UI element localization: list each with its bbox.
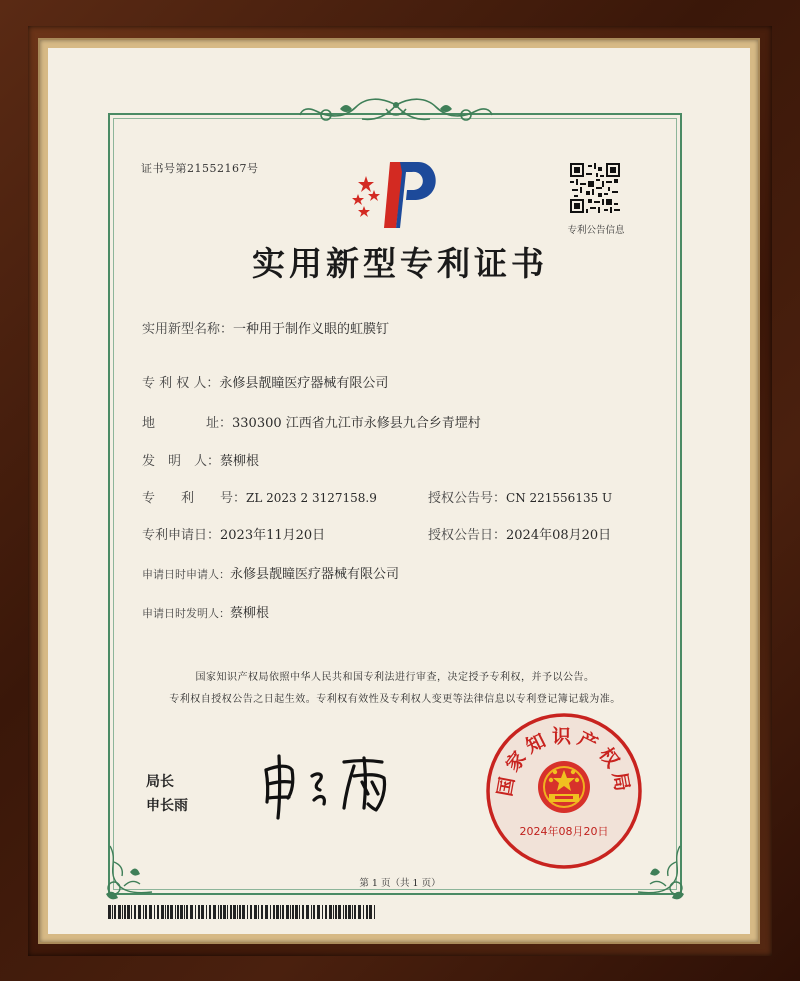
- grant-publication-number-value: CN 221556135 U: [506, 491, 613, 505]
- grant-date-row: [428, 524, 611, 543]
- cnipa-logo-icon: [344, 158, 448, 236]
- page-number: 第 1 页（共 1 页）: [359, 878, 441, 889]
- applicant-at-filing-label: 申请日时申请人：: [142, 568, 230, 581]
- patentee-label: 专 利 权 人：: [142, 376, 220, 391]
- grant-date-value: 2024年08月20日: [506, 528, 612, 543]
- corner-ornament-bottom-left-icon: [100, 842, 160, 904]
- statement-line-1: 国家知识产权局依照中华人民共和国专利法进行审查，决定授予专利权，并予以公告。: [195, 672, 595, 683]
- address-row: [142, 412, 481, 431]
- patent-number-label: 专 利 号：: [142, 491, 247, 506]
- grant-date-label: 授权公告日：: [428, 528, 507, 543]
- certificate-number: 证书号第21552167号: [141, 162, 259, 175]
- filing-date-row: [142, 524, 325, 543]
- utility-model-name-row: [142, 318, 389, 337]
- inventor-row: [142, 450, 259, 469]
- applicant-at-filing-value: 永修县靓瞳医疗器械有限公司: [230, 567, 400, 582]
- patent-number-value: ZL 2023 2 3127158.9: [246, 491, 377, 505]
- filing-date-value: 2023年11月20日: [220, 528, 326, 543]
- inventor-at-filing-row: [142, 602, 269, 621]
- inventor-value: 蔡柳根: [220, 454, 260, 469]
- address-label-2: 址：: [206, 416, 233, 431]
- applicant-at-filing-row: [142, 563, 399, 582]
- filing-date-label: 专利申请日：: [142, 528, 221, 543]
- director-name: 申长雨: [146, 798, 188, 814]
- patentee-row: [142, 372, 388, 391]
- qr-label: 专利公告信息: [567, 225, 625, 236]
- inventor-at-filing-label: 申请日时发明人：: [142, 607, 230, 620]
- inventor-at-filing-value: 蔡柳根: [230, 606, 270, 621]
- director-title: 局长: [146, 774, 174, 790]
- patent-number-row: [142, 487, 377, 506]
- certificate-title: 实用新型专利证书: [252, 244, 548, 283]
- barcode-icon: [108, 905, 378, 919]
- director-signature-icon: [258, 748, 408, 823]
- grant-publication-number-label: 授权公告号：: [428, 491, 507, 506]
- utility-model-name-value: 一种用于制作义眼的虹膜钉: [233, 322, 390, 337]
- address-label-1: 地: [142, 416, 156, 431]
- top-ornament-icon: [296, 95, 496, 135]
- statement-line-2: 专利权自授权公告之日起生效。专利权有效性及专利权人变更等法律信息以专利登记簿记载为准。: [169, 694, 621, 705]
- inventor-label: 发 明 人：: [142, 454, 221, 469]
- grant-publication-number-row: [428, 487, 612, 506]
- utility-model-name-label: 实用新型名称：: [142, 322, 234, 337]
- seal-date: 2024年08月20日: [519, 825, 609, 838]
- official-seal-icon: [485, 712, 643, 870]
- patentee-value: 永修县靓瞳医疗器械有限公司: [219, 376, 389, 391]
- address-value: 330300 江西省九江市永修县九合乡青堽村: [232, 416, 481, 431]
- qr-code-icon: [570, 163, 620, 213]
- seal-text: 国家知识产权局: [493, 725, 635, 798]
